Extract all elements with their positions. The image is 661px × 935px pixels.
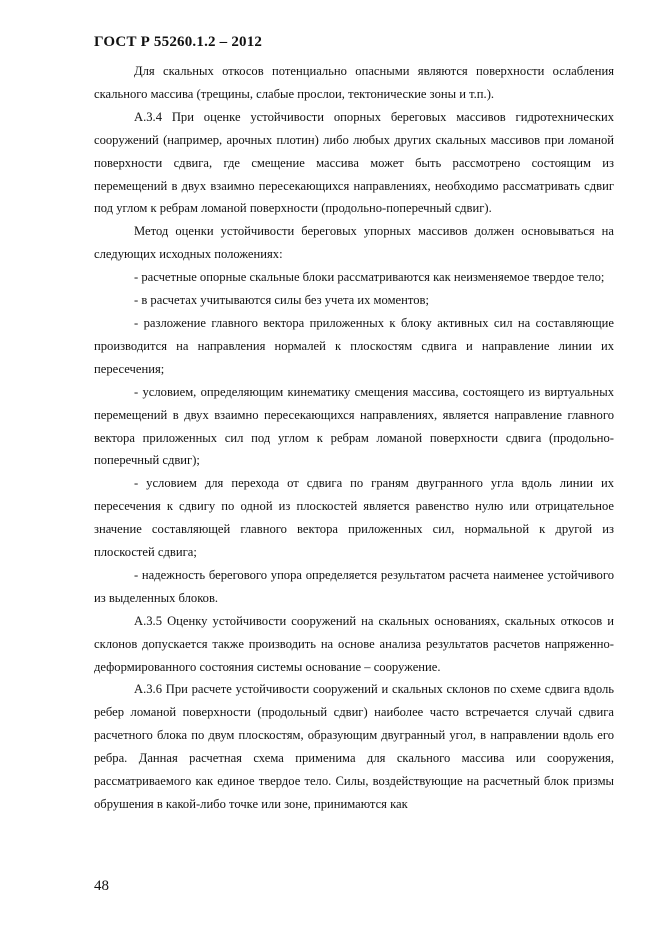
document-body xyxy=(94,60,614,816)
paragraph-6: - разложение главного вектора приложенных к блоку активных сил на составляющие производится на направления нормалей к плоскостям сдвига и направление линии их пересечения; xyxy=(94,315,614,376)
paragraph-4: - расчетные опорные скальные блоки рассматриваются как неизменяемое твердое тело; xyxy=(134,270,605,285)
paragraph-7: - условием, определяющим кинематику смещения массива, состоящего из виртуальных перемещений в двух взаимно пересекающихся направлениях, является направление главного вектора приложенных сил под углом к ребрам ломаной поверхности сдвига (продольно-поперечный сдвиг); xyxy=(94,384,614,468)
paragraph-2: А.3.4 При оценке устойчивости опорных береговых массивов гидротехнических сооружений (например, арочных плотин) либо любых других скальных массивов при ломаной поверхности сдвига, где смещение массива может быть рассмотрено состоящим из перемещений в двух взаимно пересекающихся направлениях, необходимо рассматривать сдвиг под углом к ребрам ломаной поверхности (продольно-поперечный сдвиг). xyxy=(94,109,614,216)
paragraph-11: А.3.6 При расчете устойчивости сооружений и скальных склонов по схеме сдвига вдоль ребер ломаной поверхности (продольный сдвиг) наиболее часто встречается случай сдвига расчетного блока по двум плоскостям, образующим двугранный угол, в направлении вдоль его ребра. Данная расчетная схема применима для скального массива или сооружения, рассматриваемого как единое твердое тело. Силы, воздействующие на расчетный блок призмы обрушения в какой-либо точке или зоне, принимаются как xyxy=(94,682,614,811)
paragraph-8: - условием для перехода от сдвига по граням двугранного угла вдоль линии их пересечения к сдвигу по одной из плоскостей является равенство нулю или отрицательное значение составляющей главного вектора приложенных сил, нормальной к другой из плоскостей сдвига; xyxy=(94,476,614,560)
paragraph-9: - надежность берегового упора определяется результатом расчета наименее устойчивого из выделенных блоков. xyxy=(94,567,614,605)
paragraph-1: Для скальных откосов потенциально опасными являются поверхности ослабления скального массива (трещины, слабые прослои, тектонические зоны и т.п.). xyxy=(94,64,614,101)
document-header: ГОСТ Р 55260.1.2 – 2012 xyxy=(94,34,263,50)
page-number: 48 xyxy=(94,878,109,894)
paragraph-10: А.3.5 Оценку устойчивости сооружений на скальных основаниях, скальных откосов и склонов допускается также производить на основе анализа результатов расчетов напряженно-деформированного состояния системы основание – сооружение. xyxy=(94,613,614,674)
paragraph-3: Метод оценки устойчивости береговых упорных массивов должен основываться на следующих исходных положениях: xyxy=(94,224,614,262)
paragraph-5: - в расчетах учитываются силы без учета их моментов; xyxy=(134,293,429,308)
